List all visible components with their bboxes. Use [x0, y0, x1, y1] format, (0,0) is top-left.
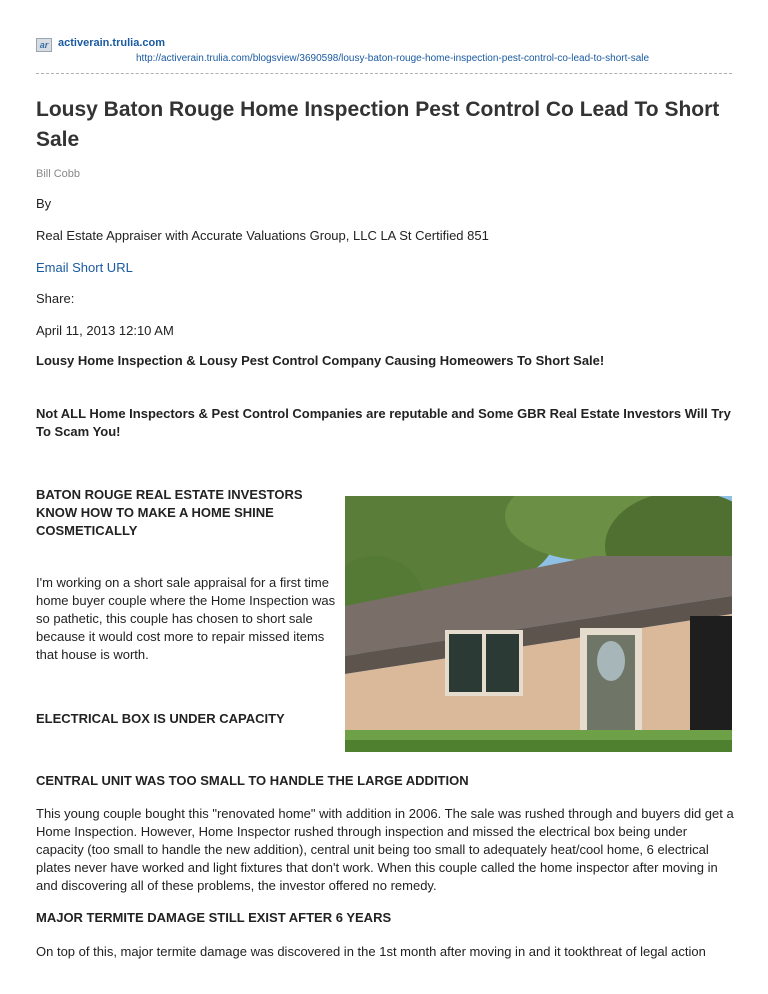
house-photo	[345, 496, 732, 752]
author-name: Bill Cobb	[36, 168, 81, 180]
site-name-link[interactable]: activerain.trulia.com	[58, 37, 165, 49]
article-title: Lousy Baton Rouge Home Inspection Pest Control Co Lead To Short Sale	[36, 98, 720, 151]
section-4-text: On top of this, major termite damage was discovered in the 1st month after moving in and it tookthreat of legal action	[36, 944, 706, 959]
email-short-url-link[interactable]: Email Short URL	[36, 260, 133, 275]
section-3-heading: CENTRAL UNIT WAS TOO SMALL TO HANDLE THE LARGE ADDITION	[36, 773, 469, 788]
headline-2: Not ALL Home Inspectors & Pest Control Companies are reputable and Some GBR Real Estate Investors Will Try To Scam You!	[36, 406, 731, 439]
section-1-text: I'm working on a short sale appraisal for a first time home buyer couple where the Home Inspection was so pathetic, this couple has chosen to short sale because it would cost more to repair missed items that house is worth.	[36, 575, 336, 662]
source-url-link[interactable]: http://activerain.trulia.com/blogsview/3690598/lousy-baton-rouge-home-inspection-pest-control-co-lead-to-short-sale	[136, 53, 650, 64]
section-3-text: This young couple bought this "renovated home" with addition in 2006. The sale was rushed through and buyers did get a Home Inspection. However, Home Inspector rushed through inspection and missed the electrical box being under capacity (too small to handle the new addition), central unit being too small to adequately heat/cool home, 6 electrical plates never have worked and light fixtures that don't work. When this couple called the home inspector after moving in and discovering all of these problems, the investor offered no remedy.	[36, 806, 734, 893]
author-byline: Real Estate Appraiser with Accurate Valuations Group, LLC LA St Certified 851	[36, 228, 489, 243]
post-date: April 11, 2013 12:10 AM	[36, 323, 174, 338]
headline-1: Lousy Home Inspection & Lousy Pest Control Company Causing Homeowers To Short Sale!	[36, 353, 605, 368]
section-1-heading: BATON ROUGE REAL ESTATE INVESTORS KNOW HOW TO MAKE A HOME SHINE COSMETICALLY	[36, 487, 303, 538]
activerain-logo: ar	[36, 38, 52, 52]
section-2-heading: ELECTRICAL BOX IS UNDER CAPACITY	[36, 711, 285, 726]
section-4-heading: MAJOR TERMITE DAMAGE STILL EXIST AFTER 6 YEARS	[36, 910, 392, 925]
by-label: By	[36, 196, 52, 211]
header-divider	[36, 73, 732, 74]
page-header	[36, 36, 732, 78]
share-label: Share:	[36, 291, 75, 306]
